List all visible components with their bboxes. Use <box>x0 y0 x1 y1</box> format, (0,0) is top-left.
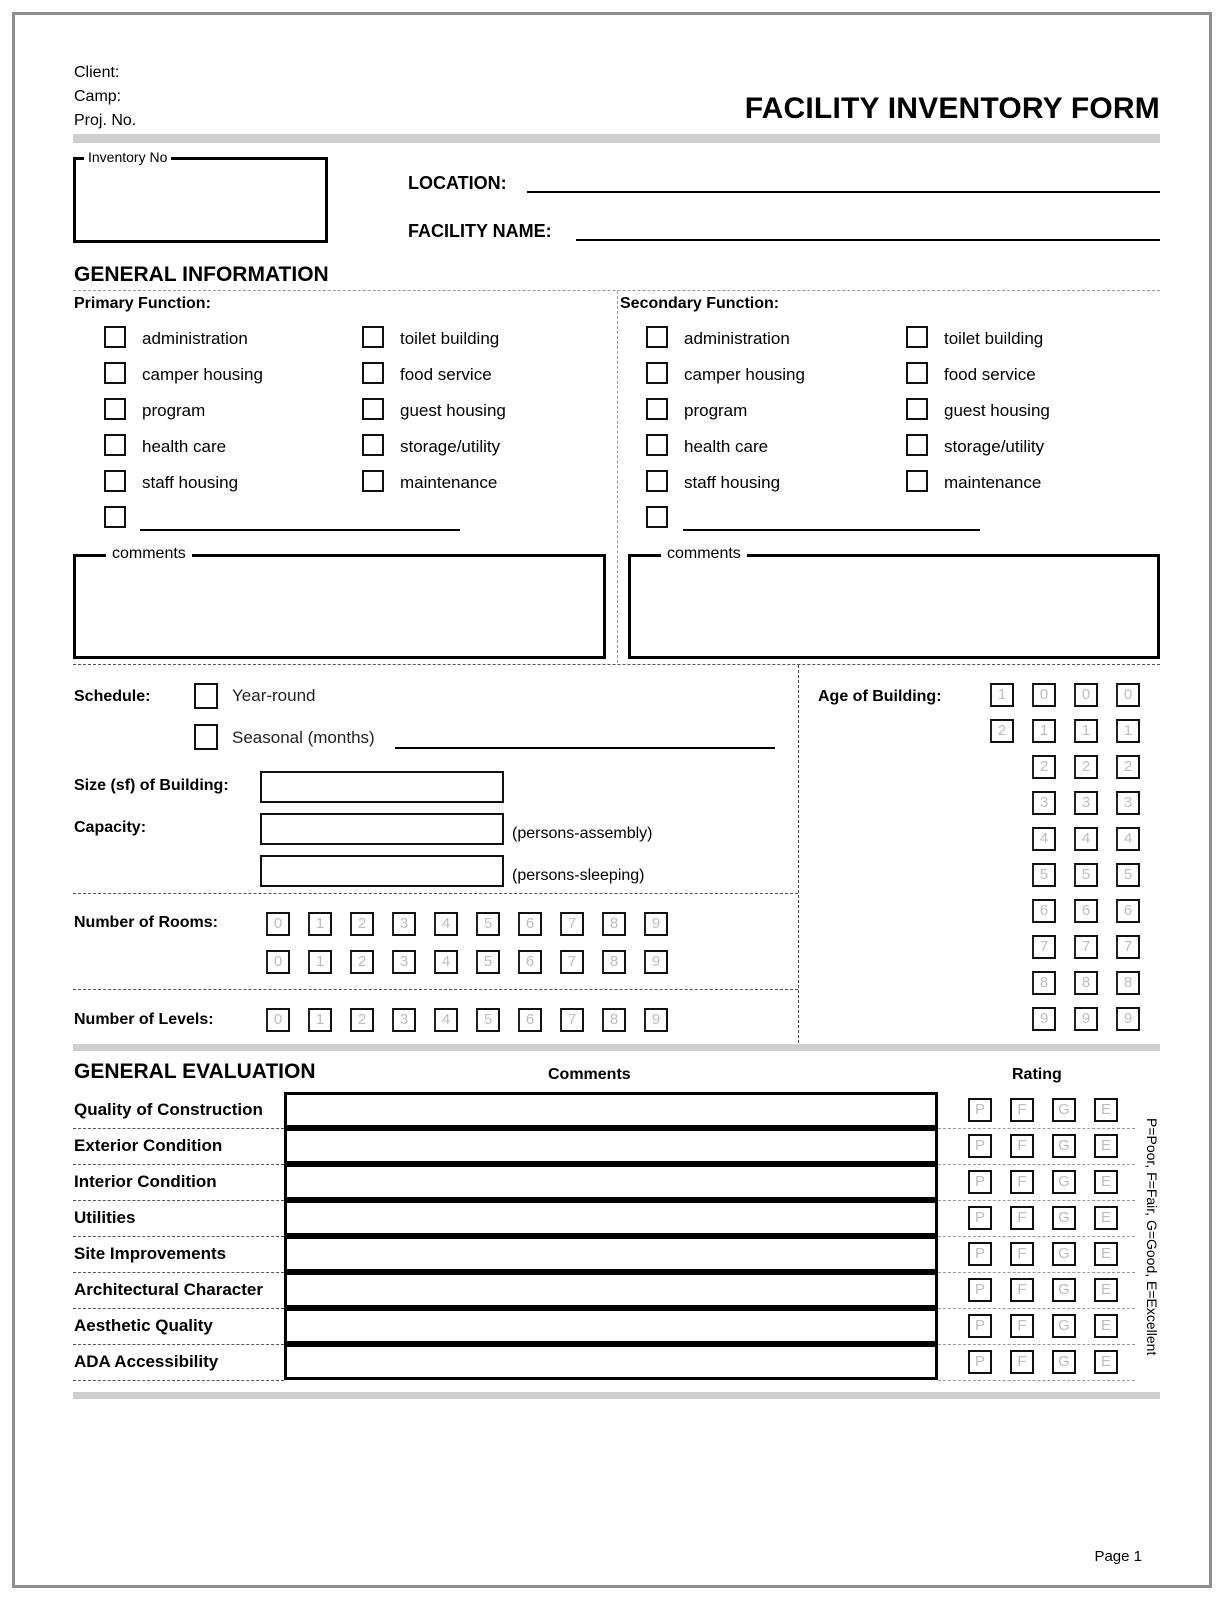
rating-f-checkbox[interactable]: F <box>1010 1206 1034 1230</box>
age-col2-digit-3[interactable]: 3 <box>1032 791 1056 815</box>
rating-f-checkbox[interactable]: F <box>1010 1278 1034 1302</box>
seasonal-months-field[interactable] <box>395 747 775 749</box>
seasonal-label: Seasonal (months) <box>232 728 375 747</box>
rating-g-checkbox[interactable]: G <box>1052 1098 1076 1122</box>
levels-digit-3[interactable]: 3 <box>392 1008 416 1032</box>
rating-g-checkbox[interactable]: G <box>1052 1134 1076 1158</box>
divider <box>938 1236 1135 1237</box>
evaluation-comment-field[interactable] <box>284 1200 938 1236</box>
secondary-other-checkbox[interactable] <box>646 506 668 528</box>
section-divider <box>73 1392 1160 1399</box>
primary-storage-utility-checkbox[interactable] <box>362 434 384 456</box>
evaluation-row-label: Utilities <box>74 1208 136 1227</box>
age-col4-digit-5[interactable]: 5 <box>1116 863 1140 887</box>
divider <box>73 1236 284 1237</box>
location-label: LOCATION: <box>408 173 507 193</box>
age-col4-digit-0[interactable]: 0 <box>1116 683 1140 707</box>
client-label: Client: <box>74 64 120 81</box>
primary-administration-checkbox[interactable] <box>104 326 126 348</box>
age-col3-digit-9[interactable]: 9 <box>1074 1007 1098 1031</box>
checkbox-label: health care <box>142 437 227 456</box>
rating-e-checkbox[interactable]: E <box>1094 1242 1118 1266</box>
rooms-ones-digit-3[interactable]: 3 <box>392 950 416 974</box>
rating-header: Rating <box>1012 1066 1062 1083</box>
divider <box>73 1164 284 1165</box>
rating-p-checkbox[interactable]: P <box>968 1242 992 1266</box>
capacity-sleeping-field[interactable] <box>260 855 504 887</box>
divider <box>73 989 798 990</box>
primary-other-checkbox[interactable] <box>104 506 126 528</box>
checkbox-label: maintenance <box>400 473 498 492</box>
header-divider <box>73 134 1160 143</box>
checkbox-label: food service <box>944 365 1036 384</box>
checkbox-label: camper housing <box>684 365 805 384</box>
age-col3-digit-4[interactable]: 4 <box>1074 827 1098 851</box>
rating-e-checkbox[interactable]: E <box>1094 1206 1118 1230</box>
page-number: Page 1 <box>1094 1548 1142 1565</box>
secondary-function-label: Secondary Function: <box>620 295 780 312</box>
rating-legend <box>1138 1118 1168 1358</box>
age-col3-digit-1[interactable]: 1 <box>1074 719 1098 743</box>
checkbox-label: staff housing <box>142 473 239 492</box>
rooms-tens-digit-6[interactable]: 6 <box>518 912 542 936</box>
divider <box>938 1164 1135 1165</box>
secondary-maintenance-checkbox[interactable] <box>906 470 928 492</box>
age-col2-digit-4[interactable]: 4 <box>1032 827 1056 851</box>
secondary-storage-utility-checkbox[interactable] <box>906 434 928 456</box>
evaluation-comment-field[interactable] <box>284 1128 938 1164</box>
evaluation-comment-field[interactable] <box>284 1308 938 1344</box>
checkbox-label: administration <box>684 329 790 348</box>
primary-maintenance-checkbox[interactable] <box>362 470 384 492</box>
checkbox-label: administration <box>142 329 248 348</box>
year-round-label: Year-round <box>232 686 316 705</box>
divider <box>938 1272 1135 1273</box>
rating-p-checkbox[interactable]: P <box>968 1098 992 1122</box>
age-col4-digit-6[interactable]: 6 <box>1116 899 1140 923</box>
primary-food-service-checkbox[interactable] <box>362 362 384 384</box>
divider <box>938 1308 1135 1309</box>
size-field[interactable] <box>260 771 504 803</box>
checkbox-label: storage/utility <box>400 437 501 456</box>
checkbox-label: storage/utility <box>944 437 1045 456</box>
rating-p-checkbox[interactable]: P <box>968 1278 992 1302</box>
divider <box>938 1200 1135 1201</box>
divider <box>73 1200 284 1201</box>
size-label: Size (sf) of Building: <box>74 777 229 794</box>
evaluation-comment-field[interactable] <box>284 1092 938 1128</box>
age-col1-digit-2[interactable]: 2 <box>990 719 1014 743</box>
age-col4-digit-9[interactable]: 9 <box>1116 1007 1140 1031</box>
age-col3-digit-7[interactable]: 7 <box>1074 935 1098 959</box>
rating-p-checkbox[interactable]: P <box>968 1206 992 1230</box>
rating-f-checkbox[interactable]: F <box>1010 1134 1034 1158</box>
evaluation-comment-field[interactable] <box>284 1164 938 1200</box>
checkbox-label: toilet building <box>400 329 500 348</box>
secondary-comments-field[interactable] <box>628 545 1160 659</box>
divider <box>938 1380 1135 1381</box>
secondary-health-care-checkbox[interactable] <box>646 434 668 456</box>
divider <box>73 664 1160 665</box>
secondary-food-service-checkbox[interactable] <box>906 362 928 384</box>
rooms-ones-digit-0[interactable]: 0 <box>266 950 290 974</box>
age-col1-digit-1[interactable]: 1 <box>990 683 1014 707</box>
age-col4-digit-8[interactable]: 8 <box>1116 971 1140 995</box>
primary-other-field[interactable] <box>140 529 460 531</box>
seasonal-checkbox[interactable] <box>194 724 218 750</box>
rating-e-checkbox[interactable]: E <box>1094 1350 1118 1374</box>
divider <box>73 1380 284 1381</box>
rooms-ones-digit-2[interactable]: 2 <box>350 950 374 974</box>
checkbox-label: toilet building <box>944 329 1044 348</box>
age-col2-digit-1[interactable]: 1 <box>1032 719 1056 743</box>
facility-name-field[interactable] <box>576 239 1160 241</box>
age-col4-digit-2[interactable]: 2 <box>1116 755 1140 779</box>
divider <box>73 1308 284 1309</box>
rating-p-checkbox[interactable]: P <box>968 1350 992 1374</box>
rooms-tens-digit-1[interactable]: 1 <box>308 912 332 936</box>
proj-no-label: Proj. No. <box>74 112 137 129</box>
checkbox-label: guest housing <box>944 401 1050 420</box>
rooms-ones-digit-7[interactable]: 7 <box>560 950 584 974</box>
rating-f-checkbox[interactable]: F <box>1010 1170 1034 1194</box>
rooms-tens-digit-9[interactable]: 9 <box>644 912 668 936</box>
inventory-no-field[interactable] <box>73 149 328 243</box>
rating-f-checkbox[interactable]: F <box>1010 1098 1034 1122</box>
age-col2-digit-2[interactable]: 2 <box>1032 755 1056 779</box>
levels-digit-0[interactable]: 0 <box>266 1008 290 1032</box>
general-information-title: GENERAL INFORMATION <box>74 263 329 286</box>
divider <box>938 1128 1135 1129</box>
section-divider <box>73 1044 1160 1051</box>
levels-digit-8[interactable]: 8 <box>602 1008 626 1032</box>
rating-e-checkbox[interactable]: E <box>1094 1314 1118 1338</box>
checkbox-label: staff housing <box>684 473 781 492</box>
rooms-ones-digit-8[interactable]: 8 <box>602 950 626 974</box>
age-col3-digit-2[interactable]: 2 <box>1074 755 1098 779</box>
age-col2-digit-9[interactable]: 9 <box>1032 1007 1056 1031</box>
levels-digit-5[interactable]: 5 <box>476 1008 500 1032</box>
comments-label: comments <box>661 545 747 563</box>
secondary-administration-checkbox[interactable] <box>646 326 668 348</box>
rooms-tens-digit-7[interactable]: 7 <box>560 912 584 936</box>
divider <box>73 1272 284 1273</box>
facility-name-label: FACILITY NAME: <box>408 221 552 241</box>
secondary-guest-housing-checkbox[interactable] <box>906 398 928 420</box>
rating-e-checkbox[interactable]: E <box>1094 1170 1118 1194</box>
evaluation-comment-field[interactable] <box>284 1236 938 1272</box>
persons-assembly-label: (persons-assembly) <box>512 825 653 842</box>
levels-digit-4[interactable]: 4 <box>434 1008 458 1032</box>
primary-function-label: Primary Function: <box>74 295 211 312</box>
schedule-label: Schedule: <box>74 688 151 705</box>
levels-digit-9[interactable]: 9 <box>644 1008 668 1032</box>
persons-sleeping-label: (persons-sleeping) <box>512 867 645 884</box>
primary-program-checkbox[interactable] <box>104 398 126 420</box>
comments-header: Comments <box>548 1066 631 1083</box>
rating-legend-text: P=Poor, F=Fair, G=Good, E=Excellent <box>1144 1118 1160 1356</box>
rating-f-checkbox[interactable]: F <box>1010 1350 1034 1374</box>
rooms-label: Number of Rooms: <box>74 914 218 931</box>
secondary-camper-housing-checkbox[interactable] <box>646 362 668 384</box>
secondary-program-checkbox[interactable] <box>646 398 668 420</box>
rating-e-checkbox[interactable]: E <box>1094 1098 1118 1122</box>
age-col3-digit-8[interactable]: 8 <box>1074 971 1098 995</box>
rating-g-checkbox[interactable]: G <box>1052 1350 1076 1374</box>
rooms-tens-digit-8[interactable]: 8 <box>602 912 626 936</box>
rooms-tens-digit-4[interactable]: 4 <box>434 912 458 936</box>
checkbox-label: camper housing <box>142 365 263 384</box>
age-col2-digit-8[interactable]: 8 <box>1032 971 1056 995</box>
camp-label: Camp: <box>74 88 122 105</box>
divider <box>938 1344 1135 1345</box>
location-field[interactable] <box>527 191 1160 193</box>
age-col3-digit-6[interactable]: 6 <box>1074 899 1098 923</box>
checkbox-label: health care <box>684 437 769 456</box>
evaluation-row-label: Quality of Construction <box>74 1100 263 1119</box>
divider <box>73 893 798 894</box>
rooms-ones-digit-5[interactable]: 5 <box>476 950 500 974</box>
age-col4-digit-4[interactable]: 4 <box>1116 827 1140 851</box>
primary-staff-housing-checkbox[interactable] <box>104 470 126 492</box>
rating-g-checkbox[interactable]: G <box>1052 1170 1076 1194</box>
age-col3-digit-5[interactable]: 5 <box>1074 863 1098 887</box>
evaluation-comment-field[interactable] <box>284 1344 938 1380</box>
age-col2-digit-0[interactable]: 0 <box>1032 683 1056 707</box>
age-col3-digit-0[interactable]: 0 <box>1074 683 1098 707</box>
evaluation-comment-field[interactable] <box>284 1272 938 1308</box>
divider <box>73 1344 284 1345</box>
age-col4-digit-3[interactable]: 3 <box>1116 791 1140 815</box>
age-label: Age of Building: <box>818 688 942 705</box>
rating-p-checkbox[interactable]: P <box>968 1170 992 1194</box>
comments-label: comments <box>106 545 192 563</box>
rating-g-checkbox[interactable]: G <box>1052 1206 1076 1230</box>
year-round-checkbox[interactable] <box>194 683 218 709</box>
capacity-label: Capacity: <box>74 819 147 836</box>
levels-digit-7[interactable]: 7 <box>560 1008 584 1032</box>
rating-e-checkbox[interactable]: E <box>1094 1278 1118 1302</box>
evaluation-row-label: Architectural Character <box>74 1280 263 1299</box>
secondary-other-field[interactable] <box>683 529 980 531</box>
rating-g-checkbox[interactable]: G <box>1052 1278 1076 1302</box>
age-col4-digit-7[interactable]: 7 <box>1116 935 1140 959</box>
divider <box>73 1128 284 1129</box>
evaluation-row-label: ADA Accessibility <box>74 1352 219 1371</box>
evaluation-row-label: Site Improvements <box>74 1244 227 1263</box>
primary-guest-housing-checkbox[interactable] <box>362 398 384 420</box>
secondary-staff-housing-checkbox[interactable] <box>646 470 668 492</box>
evaluation-row-label: Interior Condition <box>74 1172 217 1191</box>
rating-p-checkbox[interactable]: P <box>968 1314 992 1338</box>
primary-comments-field[interactable] <box>73 545 606 659</box>
inventory-no-label: Inventory No <box>84 149 171 165</box>
primary-camper-housing-checkbox[interactable] <box>104 362 126 384</box>
checkbox-label: food service <box>400 365 492 384</box>
age-col2-digit-6[interactable]: 6 <box>1032 899 1056 923</box>
checkbox-label: program <box>142 401 206 420</box>
rooms-ones-digit-4[interactable]: 4 <box>434 950 458 974</box>
page-title: FACILITY INVENTORY FORM <box>744 92 1160 125</box>
rooms-ones-digit-1[interactable]: 1 <box>308 950 332 974</box>
evaluation-row-label: Aesthetic Quality <box>74 1316 213 1335</box>
rating-f-checkbox[interactable]: F <box>1010 1242 1034 1266</box>
rooms-tens-digit-2[interactable]: 2 <box>350 912 374 936</box>
evaluation-row-label: Exterior Condition <box>74 1136 223 1155</box>
levels-digit-6[interactable]: 6 <box>518 1008 542 1032</box>
rating-g-checkbox[interactable]: G <box>1052 1314 1076 1338</box>
rooms-tens-digit-5[interactable]: 5 <box>476 912 500 936</box>
rating-p-checkbox[interactable]: P <box>968 1134 992 1158</box>
rating-e-checkbox[interactable]: E <box>1094 1134 1118 1158</box>
age-col3-digit-3[interactable]: 3 <box>1074 791 1098 815</box>
divider <box>617 291 618 663</box>
rooms-ones-digit-9[interactable]: 9 <box>644 950 668 974</box>
capacity-assembly-field[interactable] <box>260 813 504 845</box>
rooms-tens-digit-0[interactable]: 0 <box>266 912 290 936</box>
divider <box>798 665 799 1043</box>
primary-toilet-building-checkbox[interactable] <box>362 326 384 348</box>
secondary-toilet-building-checkbox[interactable] <box>906 326 928 348</box>
rating-f-checkbox[interactable]: F <box>1010 1314 1034 1338</box>
rooms-tens-digit-3[interactable]: 3 <box>392 912 416 936</box>
rooms-ones-digit-6[interactable]: 6 <box>518 950 542 974</box>
primary-health-care-checkbox[interactable] <box>104 434 126 456</box>
rating-g-checkbox[interactable]: G <box>1052 1242 1076 1266</box>
levels-digit-2[interactable]: 2 <box>350 1008 374 1032</box>
checkbox-label: program <box>684 401 748 420</box>
levels-label: Number of Levels: <box>74 1011 214 1028</box>
checkbox-label: maintenance <box>944 473 1042 492</box>
age-col2-digit-7[interactable]: 7 <box>1032 935 1056 959</box>
age-col2-digit-5[interactable]: 5 <box>1032 863 1056 887</box>
age-col4-digit-1[interactable]: 1 <box>1116 719 1140 743</box>
general-evaluation-title: GENERAL EVALUATION <box>74 1060 316 1083</box>
checkbox-label: guest housing <box>400 401 506 420</box>
levels-digit-1[interactable]: 1 <box>308 1008 332 1032</box>
